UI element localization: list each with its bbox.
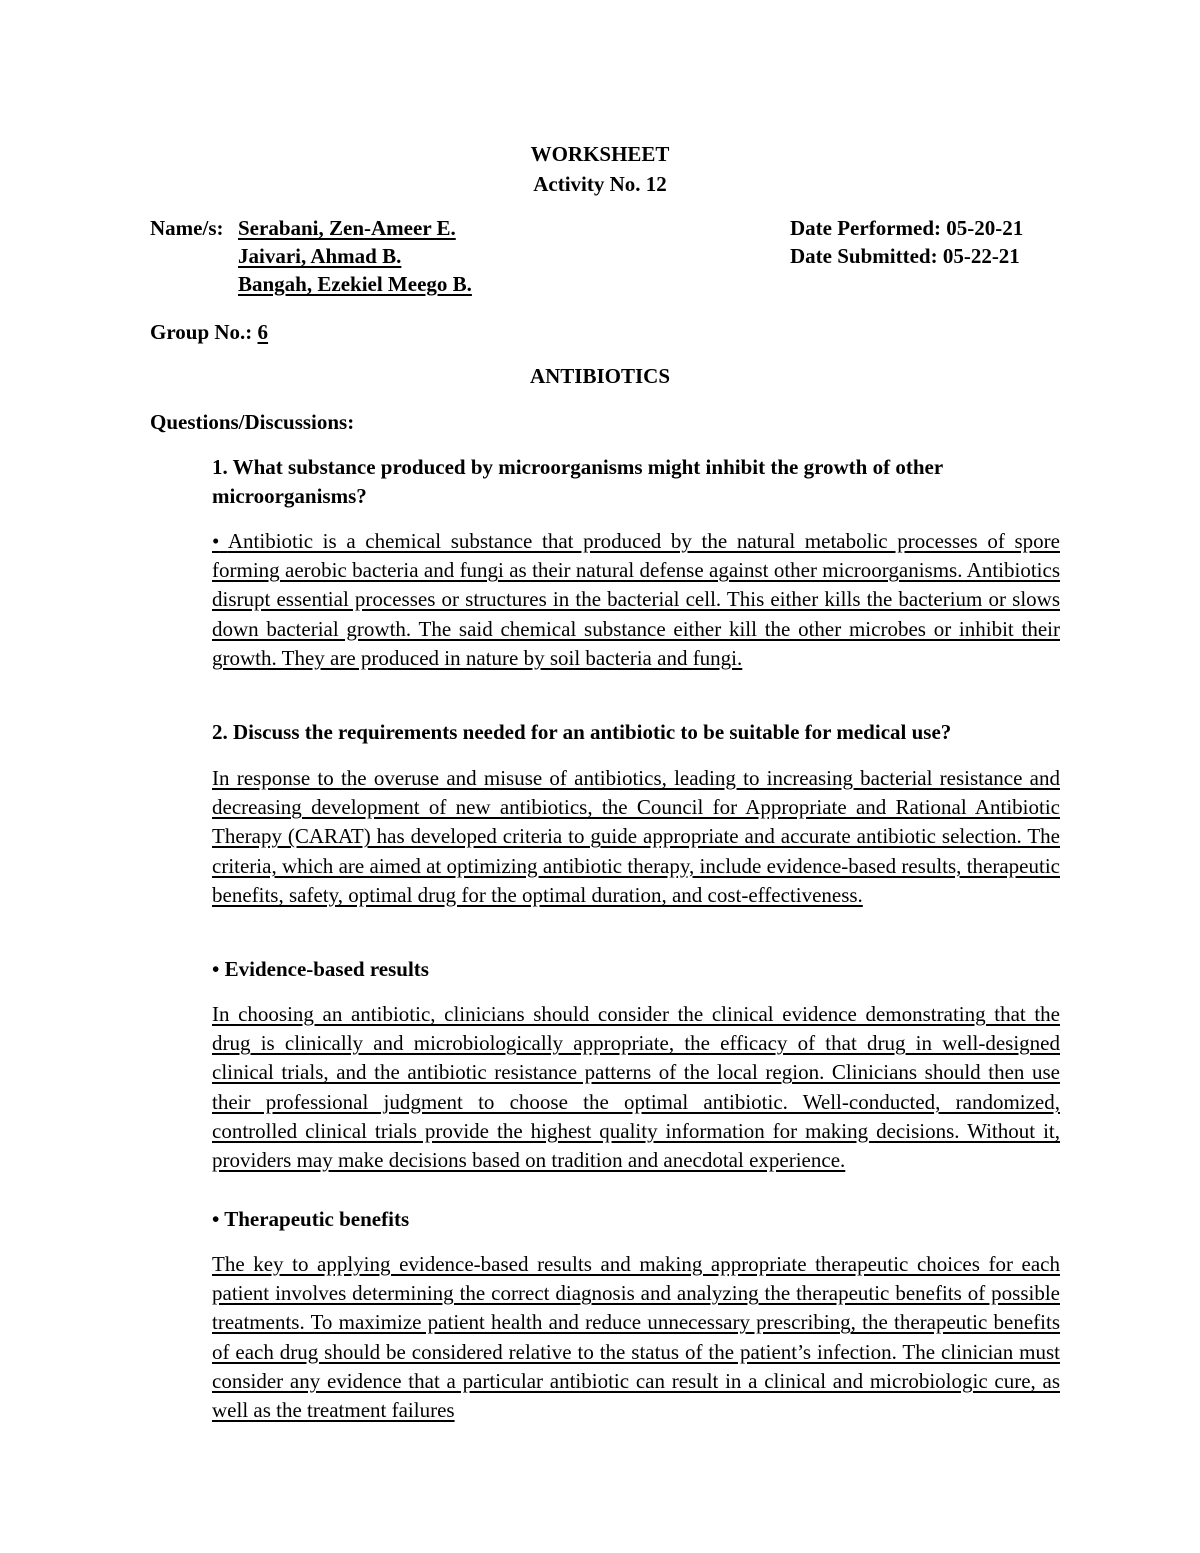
names-list	[238, 214, 472, 298]
name-entry: Bangah, Ezekiel Meego B.	[238, 272, 472, 296]
group-value: 6	[257, 320, 269, 344]
section-label: Questions/Discussions:	[150, 410, 355, 434]
group-number	[150, 318, 268, 346]
answer-1	[212, 527, 1060, 673]
evidence-text: In choosing an antibiotic, clinicians should consider the clinical evidence demonstrating that the drug is clinically and microbiologically appropriate, the efficacy of that drug in well-designed clinical trials, and the antibiotic resistance patterns of the local region. Clinicians should then use their professional judgment to choose the optimal antibiotic. Well-conducted, randomized, controlled clinical trials provide the highest quality information for making decisions. Without it, providers may make decisions based on tradition and anecdotal experience.	[212, 1002, 1060, 1173]
name-entry: Jaivari, Ahmad B.	[238, 244, 402, 268]
topic-heading: ANTIBIOTICS	[529, 364, 671, 388]
group-label: Group No.:	[150, 320, 253, 344]
date-submitted: Date Submitted: 05-22-21	[790, 244, 1020, 268]
evidence-heading: • Evidence-based results	[212, 957, 429, 981]
answer-2: In response to the overuse and misuse of antibiotics, leading to increasing bacterial resistance and decreasing development of new antibiotics, the Council for Appropriate and Rational Antibiotic Therapy (CARAT) has developed criteria to guide appropriate and accurate antibiotic selection. The criteria, which are aimed at optimizing antibiotic therapy, include evidence-based results, therapeutic benefits, safety, optimal drug for the optimal duration, and cost-effectiveness.	[212, 766, 1060, 907]
question-1: 1. What substance produced by microorganisms might inhibit the growth of other microorganisms?	[212, 455, 943, 508]
name-entry: Serabani, Zen-Ameer E.	[238, 216, 456, 240]
activity-number: Activity No. 12	[533, 172, 667, 196]
names-label: Name/s:	[150, 216, 224, 240]
answer-1-text: Antibiotic is a chemical substance that produced by the natural metabolic processes of spore forming aerobic bacteria and fungi as their natural defense against other microorganisms. Antibiotics disrupt essential processes or structures in the bacterial cell. This either kills the bacterium or slows down bacterial growth. The said chemical substance either kill the other microbes or inhibit their growth. They are produced in nature by soil bacteria and fungi.	[212, 529, 1060, 670]
therapeutic-text: The key to applying evidence-based results and making appropriate therapeutic choices for each patient involves determining the correct diagnosis and analyzing the therapeutic benefits of possible treatments. To maximize patient health and reduce unnecessary prescribing, the therapeutic benefits of each drug should be considered relative to the status of the patient’s infection. The clinician must consider any evidence that a particular antibiotic can result in a clinical and microbiologic cure, as well as the treatment failures	[212, 1252, 1060, 1423]
therapeutic-heading: • Therapeutic benefits	[212, 1207, 410, 1231]
question-2: 2. Discuss the requirements needed for an antibiotic to be suitable for medical use?	[212, 720, 952, 744]
date-performed: Date Performed: 05-20-21	[790, 216, 1024, 240]
bullet-symbol: •	[212, 529, 220, 553]
worksheet-title: WORKSHEET	[530, 142, 670, 166]
